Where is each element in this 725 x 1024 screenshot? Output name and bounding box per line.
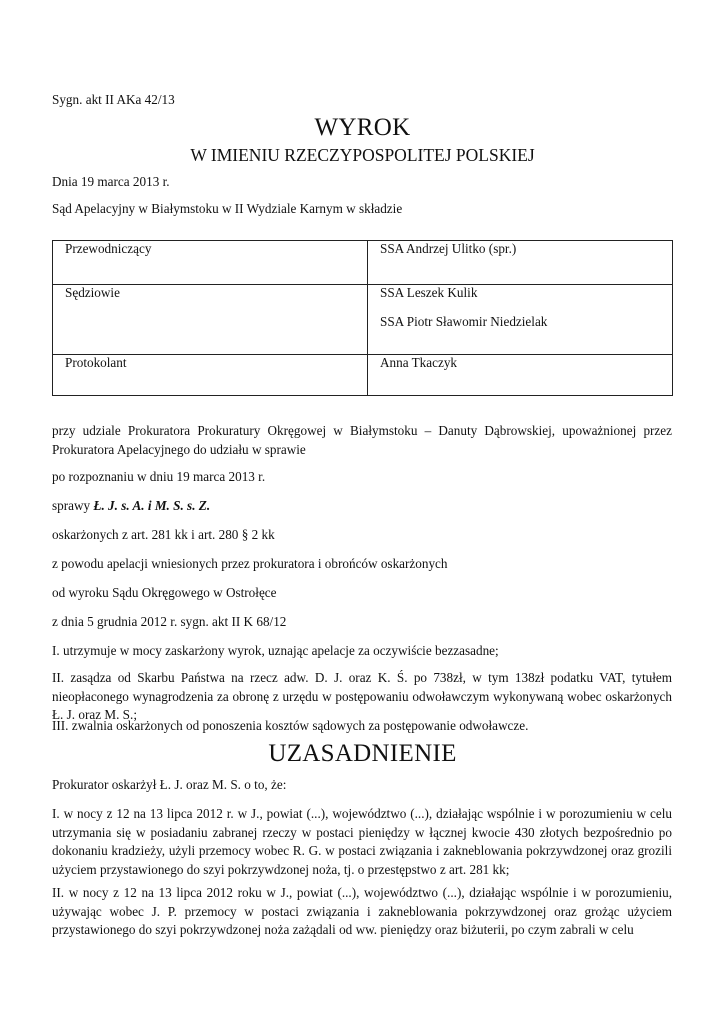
panel-row-presiding [53, 241, 673, 285]
ruling-point-3: III. zwalnia oskarżonych od ponoszenia kosztów sądowych za postępowanie odwoławcze. [52, 718, 529, 733]
panel-role: Przewodniczący [53, 241, 368, 285]
panel-names [368, 241, 673, 285]
panel-names [368, 355, 673, 396]
defendant-names: Ł. J. s. A. i M. S. s. Z. [93, 498, 211, 513]
court-panel-table [52, 240, 673, 396]
panel-names [368, 285, 673, 355]
panel-name: SSA Andrzej Ulitko (spr.) [380, 241, 517, 256]
panel-name-gap [380, 301, 672, 314]
justification-title: UZASADNIENIE [268, 740, 457, 767]
case-signature: Sygn. akt II AKa 42/13 [52, 92, 175, 107]
case-prefix: sprawy [52, 498, 94, 513]
court-composition: Sąd Apelacyjny w Białymstoku w II Wydziale Karnym w składzie [52, 201, 403, 216]
justification-intro: Prokurator oskarżył Ł. J. oraz M. S. o to, że: [52, 777, 287, 792]
prosecutor-paragraph: przy udziale Prokuratora Prokuratury Okręgowej w Białymstoku – Danuty Dąbrowskiej, upoważnionej przez Prokuratora Apelacyjnego do udziału w sprawie [52, 423, 672, 457]
judgment-title: WYROK [314, 114, 411, 141]
ruling-point-2: II. zasądza od Skarbu Państwa na rzecz adw. D. J. oraz K. Ś. po 738zł, w tym 138zł podatku VAT, tytułem nieopłaconego wynagrodzenia za obronę z urzędu w postępowaniu odwoławczym wykonywaną wobec oskarżonych Ł. J. oraz M. S.; [52, 670, 672, 723]
lower-court-line: od wyroku Sądu Okręgowego w Ostrołęce [52, 585, 277, 600]
panel-name: Anna Tkaczyk [380, 355, 458, 370]
hearing-line: po rozpoznaniu w dniu 19 marca 2013 r. [52, 469, 266, 484]
judgment-subtitle: W IMIENIU RZECZYPOSPOLITEJ POLSKIEJ [190, 145, 535, 165]
panel-name: SSA Leszek Kulik [380, 285, 478, 300]
appeal-line: z powodu apelacji wniesionych przez prokuratora i obrońców oskarżonych [52, 556, 448, 571]
lower-judgment-date: z dnia 5 grudnia 2012 r. sygn. akt II K 68/12 [52, 614, 287, 629]
panel-row-judges [53, 285, 673, 355]
ruling-point-1: I. utrzymuje w mocy zaskarżony wyrok, uznając apelacje za oczywiście bezzasadne; [52, 643, 499, 658]
case-line [52, 498, 210, 514]
charges-line: oskarżonych z art. 281 kk i art. 280 § 2 kk [52, 527, 275, 542]
panel-name: SSA Piotr Sławomir Niedzielak [380, 314, 548, 329]
charge-1-paragraph: I. w nocy z 12 na 13 lipca 2012 r. w J., powiat (...), województwo (...), działając wspólnie i w porozumieniu w celu utrzymania się w posiadaniu zabranej rzeczy w postaci pieniędzy w łącznej kwocie 430 złotych bezpośrednio po dokonaniu kradzieży, użyli przemocy wobec R. G. w postaci związania i zakneblowania pokrzywdzonej oraz grozili użyciem przystawionego do szyi pokrzywdzonej noża, tj. o przestępstwo z art. 281 kk; [52, 806, 672, 877]
panel-row-clerk [53, 355, 673, 396]
panel-role: Sędziowie [53, 285, 368, 355]
charge-2-paragraph: II. w nocy z 12 na 13 lipca 2012 roku w J., powiat (...), województwo (...), działając wspólnie i w porozumieniu, używając wobec J. P. przemocy w postaci związania i zakneblowania pokrzywdzonej oraz grożąc użyciem przystawionego do szyi pokrzywdzonej noża zażądali od ww. pieniędzy oraz biżuterii, po czym zabrali w celu [52, 885, 672, 938]
panel-role: Protokolant [53, 355, 368, 396]
judgment-date: Dnia 19 marca 2013 r. [52, 174, 170, 189]
